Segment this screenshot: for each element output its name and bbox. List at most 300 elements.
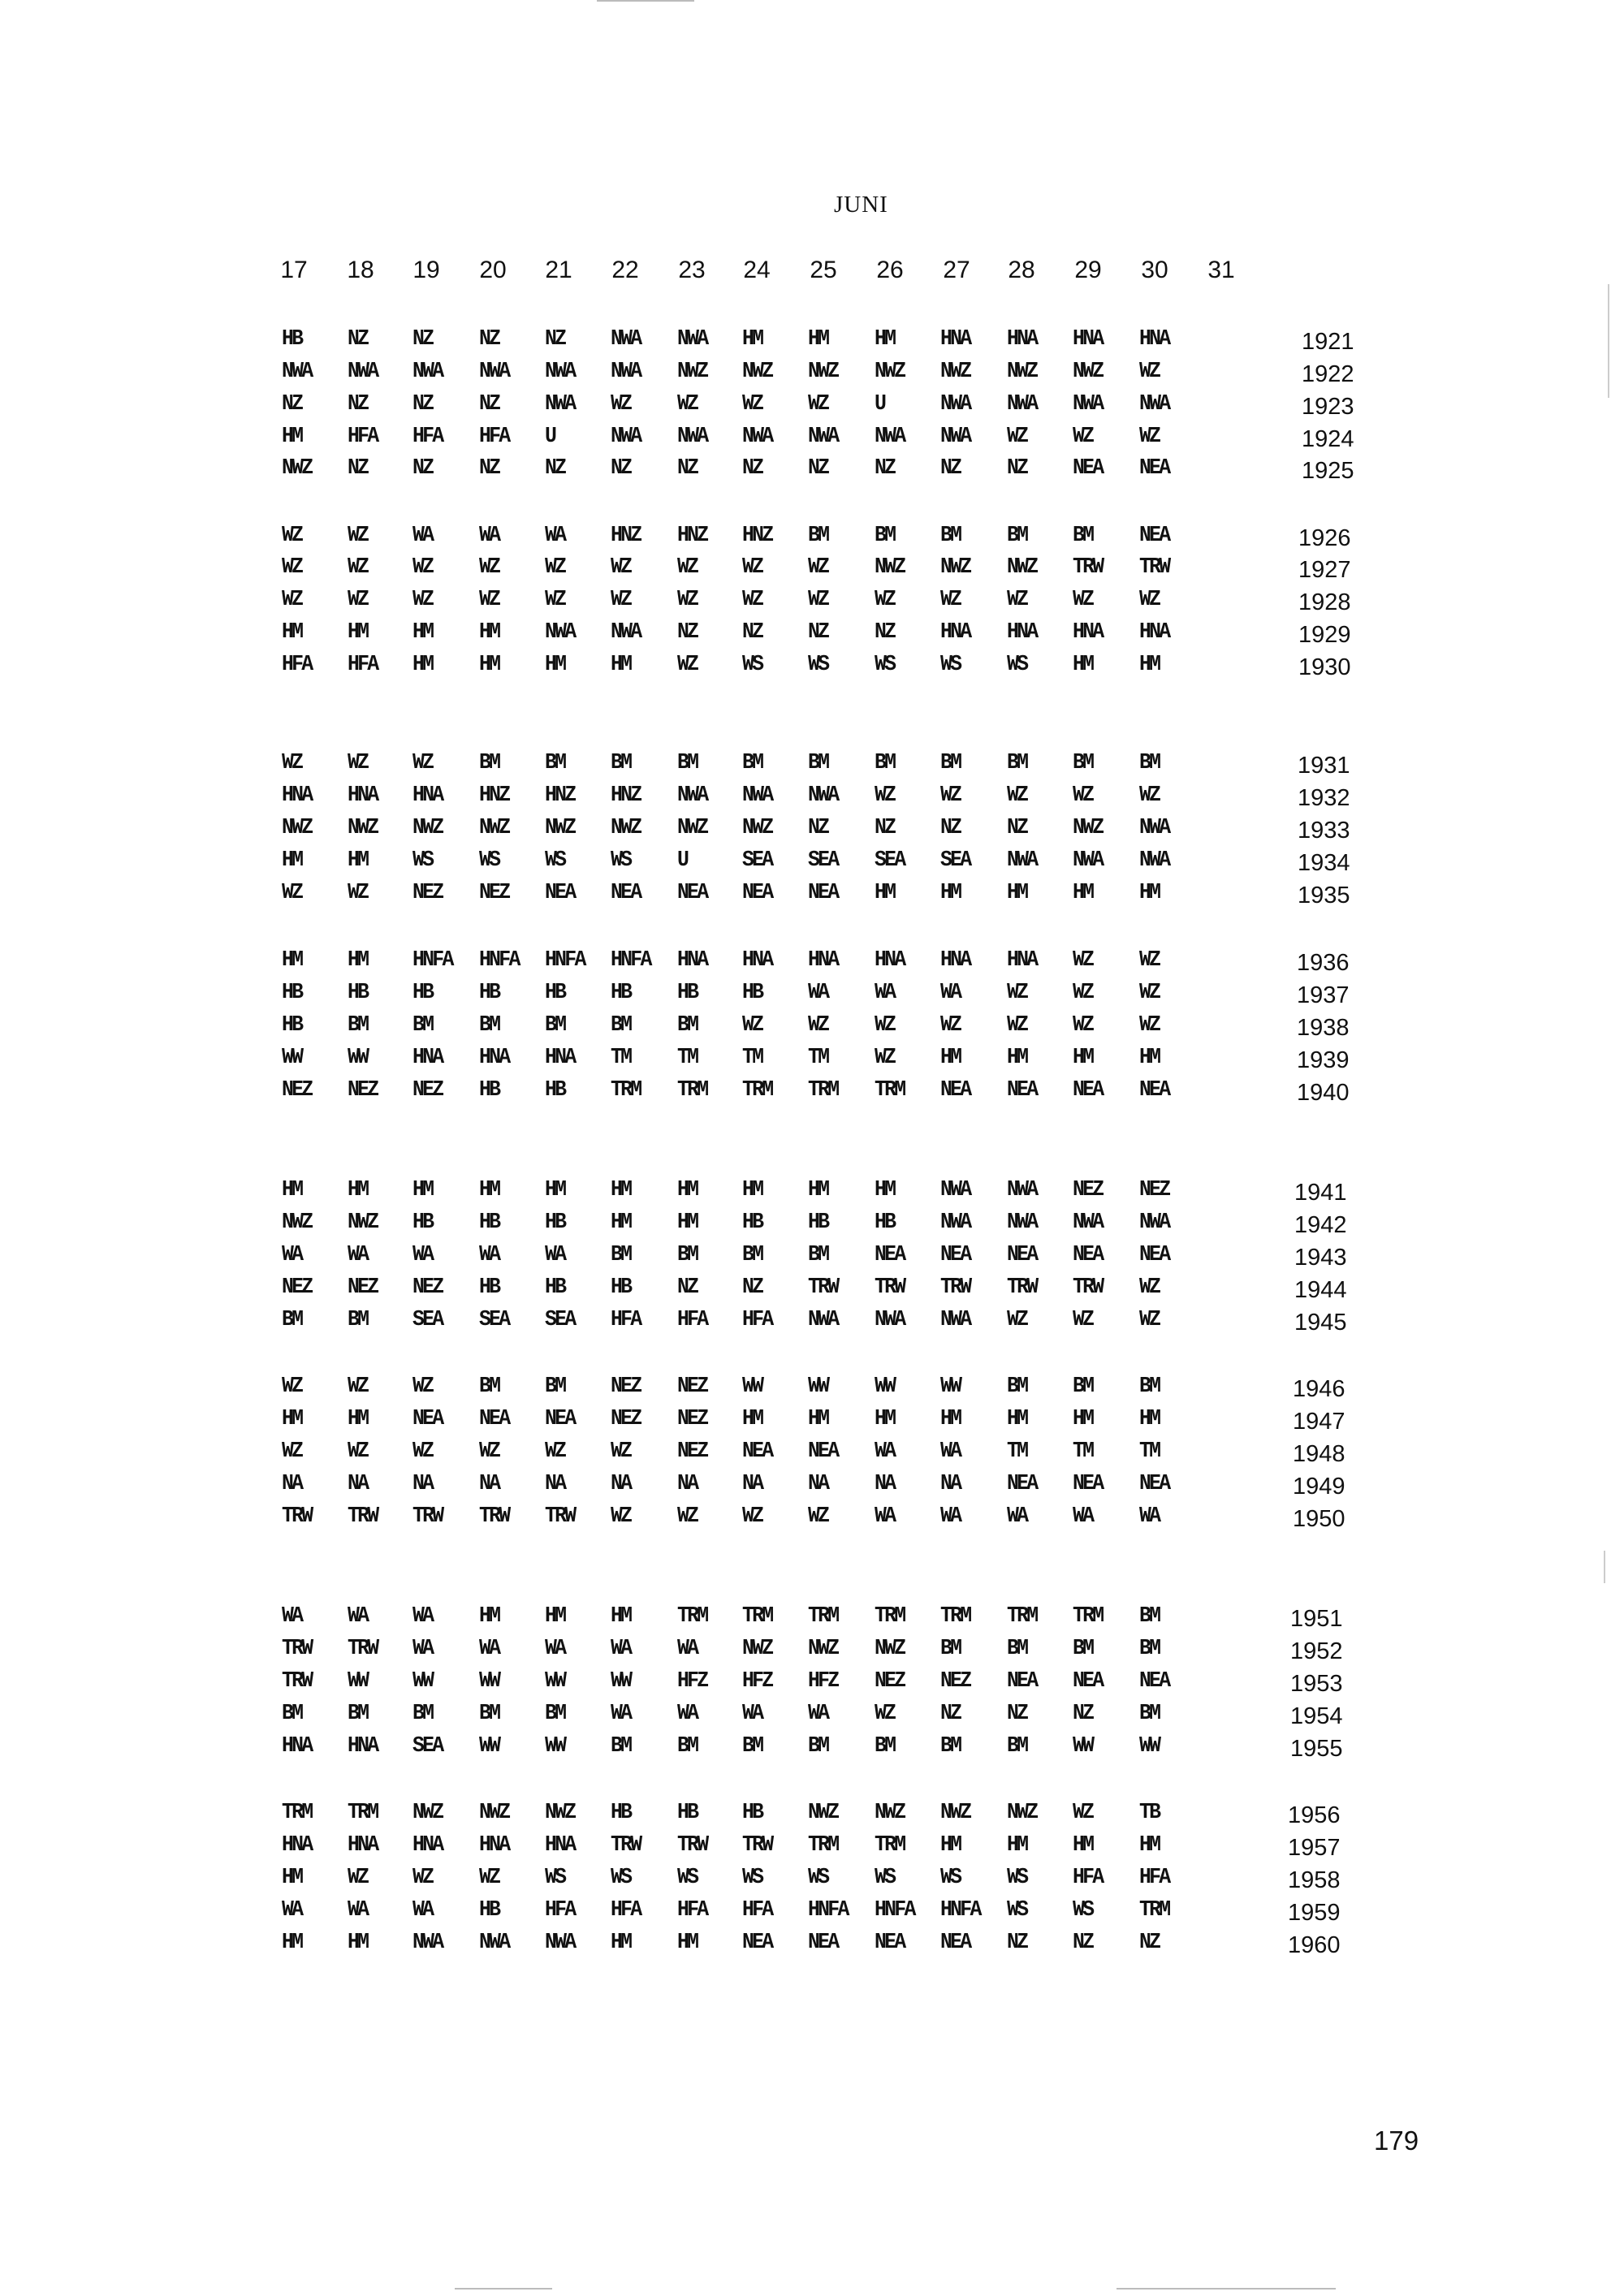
weather-code-cell: HFA [348, 653, 378, 677]
weather-code-cell: WZ [1073, 981, 1093, 1005]
weather-code-cell: NZ [348, 327, 368, 352]
year-label: 1922 [1302, 361, 1354, 387]
weather-code-cell: BM [479, 1702, 499, 1726]
weather-code-cell: NEZ [348, 1078, 378, 1103]
table-row [0, 1375, 1624, 1405]
weather-code-cell: HNA [282, 1833, 312, 1858]
table-row [0, 981, 1624, 1012]
weather-code-cell: WZ [412, 1439, 433, 1464]
weather-code-cell: WA [479, 1243, 499, 1267]
weather-code-cell: HNA [479, 1833, 509, 1858]
weather-code-cell: WZ [742, 1504, 762, 1529]
weather-code-cell: NWZ [611, 816, 641, 840]
weather-code-cell: WA [611, 1702, 631, 1726]
table-row [0, 1669, 1624, 1700]
weather-code-cell: HFA [348, 425, 378, 449]
weather-code-cell: TRW [875, 1275, 905, 1300]
weather-code-cell: HNA [808, 948, 838, 973]
weather-code-cell: WA [412, 1243, 433, 1267]
weather-code-cell: HM [348, 848, 368, 873]
weather-code-cell: NWZ [348, 816, 378, 840]
weather-code-cell: BM [412, 1013, 433, 1038]
weather-code-cell: TRM [940, 1604, 970, 1629]
weather-code-cell: TRW [940, 1275, 970, 1300]
weather-code-cell: SEA [875, 848, 905, 873]
weather-code-cell: WZ [282, 588, 302, 612]
weather-code-cell: BM [282, 1702, 302, 1726]
weather-code-cell: HFA [611, 1898, 641, 1923]
weather-code-cell: NEA [940, 1931, 970, 1955]
weather-code-cell: HNA [1073, 620, 1103, 645]
weather-code-cell: NZ [1073, 1702, 1093, 1726]
weather-code-cell: BM [545, 751, 565, 775]
weather-code-cell: NEA [742, 1439, 772, 1464]
weather-code-cell: U [677, 848, 688, 873]
weather-code-cell: NWZ [808, 1637, 838, 1661]
weather-code-cell: HB [282, 981, 302, 1005]
weather-code-cell: TM [1007, 1439, 1027, 1464]
weather-code-cell: HM [282, 1178, 302, 1202]
table-row [0, 1604, 1624, 1635]
weather-code-cell: WA [1073, 1504, 1093, 1529]
weather-code-cell: NEZ [348, 1275, 378, 1300]
weather-code-cell: HNA [545, 1046, 575, 1070]
weather-code-cell: WA [282, 1243, 302, 1267]
weather-code-cell: HB [611, 981, 631, 1005]
weather-code-cell: NWA [677, 783, 707, 808]
table-row [0, 1931, 1624, 1962]
weather-code-cell: WZ [1139, 1275, 1160, 1300]
weather-code-cell: NWA [611, 327, 641, 352]
year-label: 1955 [1290, 1736, 1343, 1762]
weather-code-cell: WZ [808, 1013, 828, 1038]
weather-code-cell: WZ [808, 588, 828, 612]
weather-code-cell: NWA [479, 1931, 509, 1955]
weather-code-cell: WZ [1139, 425, 1160, 449]
weather-code-cell: TM [742, 1046, 762, 1070]
weather-code-cell: TRM [808, 1833, 838, 1858]
weather-code-cell: HB [479, 1078, 499, 1103]
weather-code-cell: WZ [1139, 981, 1160, 1005]
weather-code-cell: TM [808, 1046, 828, 1070]
table-row [0, 620, 1624, 651]
weather-code-cell: WS [677, 1866, 698, 1890]
weather-code-cell: NZ [348, 392, 368, 416]
weather-code-cell: HFA [677, 1898, 707, 1923]
weather-code-cell: NWA [545, 1931, 575, 1955]
weather-code-cell: NWA [1139, 392, 1169, 416]
table-row [0, 1702, 1624, 1733]
weather-code-cell: HM [1073, 653, 1093, 677]
weather-code-cell: WZ [875, 588, 895, 612]
year-label: 1946 [1293, 1376, 1345, 1402]
year-label: 1956 [1288, 1802, 1341, 1828]
day-header: 31 [1207, 257, 1235, 283]
weather-code-cell: HM [1139, 1407, 1160, 1431]
weather-code-cell: NEZ [611, 1407, 641, 1431]
weather-code-cell: BM [611, 1243, 631, 1267]
weather-code-cell: BM [348, 1702, 368, 1726]
weather-code-cell: WS [742, 1866, 762, 1890]
weather-code-cell: NZ [677, 456, 698, 481]
day-header: 22 [611, 257, 639, 283]
weather-code-cell: TRW [412, 1504, 443, 1529]
table-row [0, 1243, 1624, 1274]
weather-code-cell: WZ [348, 1439, 368, 1464]
weather-code-cell: WA [348, 1604, 368, 1629]
weather-code-cell: NWA [940, 1211, 970, 1235]
weather-code-cell: NWZ [348, 1211, 378, 1235]
year-label: 1928 [1298, 589, 1351, 615]
weather-code-cell: BM [1139, 1702, 1160, 1726]
weather-code-cell: NWZ [742, 816, 772, 840]
weather-code-cell: WW [348, 1046, 368, 1070]
weather-code-cell: HNFA [611, 948, 650, 973]
weather-code-cell: NA [875, 1472, 895, 1496]
weather-code-cell: NWZ [1073, 816, 1103, 840]
weather-code-cell: HB [545, 1078, 565, 1103]
weather-code-cell: NZ [545, 456, 565, 481]
weather-code-cell: HM [940, 1046, 961, 1070]
weather-code-cell: NWA [1139, 848, 1169, 873]
year-label: 1948 [1293, 1441, 1345, 1467]
weather-code-cell: HB [742, 1801, 762, 1825]
year-label: 1933 [1298, 818, 1350, 844]
weather-code-cell: NEA [1073, 456, 1103, 481]
weather-code-cell: NWZ [875, 1637, 905, 1661]
weather-code-cell: WZ [282, 1439, 302, 1464]
weather-code-cell: NZ [1007, 456, 1027, 481]
weather-code-cell: HM [1007, 881, 1027, 905]
weather-code-cell: NZ [479, 392, 499, 416]
weather-code-cell: HNA [348, 783, 378, 808]
weather-code-cell: NEZ [412, 1078, 443, 1103]
weather-code-cell: TRW [282, 1504, 312, 1529]
weather-code-cell: WW [412, 1669, 433, 1694]
weather-code-cell: WA [1139, 1504, 1160, 1529]
weather-code-cell: TRM [1139, 1898, 1169, 1923]
weather-code-cell: HNFA [479, 948, 519, 973]
weather-code-cell: HM [282, 1866, 302, 1890]
weather-code-cell: BM [677, 751, 698, 775]
weather-code-cell: WZ [940, 1013, 961, 1038]
weather-code-cell: HNFA [545, 948, 585, 973]
weather-code-cell: HNA [545, 1833, 575, 1858]
weather-code-cell: WA [282, 1898, 302, 1923]
weather-code-cell: BM [1007, 1637, 1027, 1661]
weather-code-cell: HB [412, 981, 433, 1005]
month-title: JUNI [834, 192, 888, 218]
weather-code-cell: HFA [742, 1898, 772, 1923]
weather-code-cell: HM [1073, 1046, 1093, 1070]
weather-code-cell: WS [875, 653, 895, 677]
weather-code-cell: WZ [545, 1439, 565, 1464]
weather-code-cell: NA [940, 1472, 961, 1496]
weather-code-cell: WZ [479, 1439, 499, 1464]
weather-code-cell: NWZ [742, 360, 772, 384]
weather-code-cell: WZ [677, 653, 698, 677]
scan-mark-right-lower [1604, 1551, 1605, 1583]
weather-code-cell: TRW [677, 1833, 707, 1858]
weather-code-cell: HM [412, 653, 433, 677]
year-label: 1952 [1290, 1638, 1343, 1664]
weather-code-cell: HM [808, 1178, 828, 1202]
weather-code-cell: WZ [611, 555, 631, 580]
weather-code-cell: HB [875, 1211, 895, 1235]
weather-code-cell: WW [1139, 1734, 1160, 1759]
weather-code-cell: WZ [875, 1046, 895, 1070]
weather-code-cell: HB [611, 1801, 631, 1825]
weather-code-cell: NEZ [677, 1375, 707, 1399]
day-header: 20 [479, 257, 507, 283]
weather-code-cell: HM [1139, 653, 1160, 677]
weather-code-cell: NEA [742, 881, 772, 905]
weather-code-cell: HB [545, 1275, 565, 1300]
weather-code-cell: BM [1073, 751, 1093, 775]
weather-code-cell: TRW [1073, 555, 1103, 580]
weather-code-cell: WA [348, 1243, 368, 1267]
weather-code-cell: NEA [412, 1407, 443, 1431]
table-row [0, 751, 1624, 782]
weather-code-cell: HB [808, 1211, 828, 1235]
weather-code-cell: NWA [1007, 848, 1037, 873]
weather-code-cell: NWA [282, 360, 312, 384]
weather-code-cell: HFA [479, 425, 509, 449]
weather-code-cell: NZ [412, 392, 433, 416]
weather-code-cell: HFA [742, 1308, 772, 1332]
weather-code-cell: WS [742, 653, 762, 677]
weather-code-cell: WA [1007, 1504, 1027, 1529]
year-label: 1960 [1288, 1932, 1341, 1958]
weather-code-cell: BM [611, 1734, 631, 1759]
weather-code-cell: WW [479, 1734, 499, 1759]
day-header: 18 [347, 257, 374, 283]
year-label: 1947 [1293, 1409, 1345, 1435]
weather-code-cell: NA [545, 1472, 565, 1496]
weather-code-cell: NZ [742, 620, 762, 645]
weather-code-cell: HM [412, 1178, 433, 1202]
weather-code-cell: NWA [1139, 816, 1169, 840]
weather-code-cell: NWZ [808, 360, 838, 384]
weather-code-cell: HFA [1073, 1866, 1103, 1890]
weather-code-cell: HM [545, 653, 565, 677]
weather-code-cell: HM [940, 1833, 961, 1858]
weather-code-cell: WZ [742, 392, 762, 416]
weather-code-cell: WA [611, 1637, 631, 1661]
weather-code-cell: WZ [282, 881, 302, 905]
weather-code-cell: WZ [1007, 1308, 1027, 1332]
weather-code-cell: WZ [412, 751, 433, 775]
weather-code-cell: HB [412, 1211, 433, 1235]
table-row [0, 1439, 1624, 1470]
table-row [0, 1407, 1624, 1438]
weather-code-cell: NA [677, 1472, 698, 1496]
weather-code-cell: HM [1073, 1833, 1093, 1858]
weather-code-cell: NWZ [940, 360, 970, 384]
weather-code-cell: WW [808, 1375, 828, 1399]
year-label: 1931 [1298, 753, 1350, 779]
weather-code-cell: NZ [875, 816, 895, 840]
weather-code-cell: NEA [677, 881, 707, 905]
weather-code-cell: WZ [1139, 1308, 1160, 1332]
weather-code-cell: NEZ [412, 1275, 443, 1300]
weather-code-cell: WZ [1007, 1013, 1027, 1038]
weather-code-cell: NEA [545, 881, 575, 905]
weather-code-cell: WZ [1073, 1801, 1093, 1825]
weather-code-cell: HM [808, 1407, 828, 1431]
weather-code-cell: HNA [940, 948, 970, 973]
weather-code-cell: NEZ [940, 1669, 970, 1694]
weather-code-cell: NZ [412, 327, 433, 352]
weather-code-cell: WW [1073, 1734, 1093, 1759]
weather-code-cell: BM [940, 751, 961, 775]
weather-code-cell: NEA [479, 1407, 509, 1431]
weather-code-cell: NEA [1073, 1472, 1103, 1496]
table-row [0, 1211, 1624, 1241]
weather-code-cell: HFA [545, 1898, 575, 1923]
weather-code-cell: TRW [282, 1669, 312, 1694]
weather-code-cell: WA [677, 1637, 698, 1661]
weather-code-cell: TRW [1139, 555, 1169, 580]
weather-code-cell: NEA [808, 1931, 838, 1955]
weather-code-cell: BM [479, 1013, 499, 1038]
weather-code-cell: WZ [875, 783, 895, 808]
weather-code-cell: NWA [1073, 1211, 1103, 1235]
weather-code-cell: NWA [1007, 392, 1037, 416]
year-label: 1935 [1298, 883, 1350, 908]
weather-code-cell: HM [479, 653, 499, 677]
table-row [0, 1734, 1624, 1765]
weather-code-cell: NWA [875, 425, 905, 449]
weather-code-cell: BM [742, 1243, 762, 1267]
weather-code-cell: HM [479, 1604, 499, 1629]
weather-code-cell: NEA [1007, 1078, 1037, 1103]
weather-code-cell: HB [479, 981, 499, 1005]
weather-code-cell: NZ [479, 327, 499, 352]
weather-code-cell: NZ [677, 620, 698, 645]
weather-code-cell: U [875, 392, 885, 416]
weather-code-cell: TM [1073, 1439, 1093, 1464]
weather-code-cell: NZ [875, 620, 895, 645]
weather-code-cell: WZ [282, 1375, 302, 1399]
weather-code-cell: HNFA [875, 1898, 914, 1923]
year-label: 1923 [1302, 394, 1354, 420]
weather-code-cell: WS [940, 1866, 961, 1890]
weather-code-cell: TM [611, 1046, 631, 1070]
table-row [0, 588, 1624, 619]
weather-code-cell: BM [1007, 1375, 1027, 1399]
weather-code-cell: NWZ [677, 360, 707, 384]
weather-code-cell: HM [875, 327, 895, 352]
table-row [0, 1472, 1624, 1503]
weather-code-cell: NEA [1139, 1669, 1169, 1694]
year-label: 1934 [1298, 850, 1350, 876]
weather-code-cell: WZ [808, 555, 828, 580]
weather-code-cell: WW [348, 1669, 368, 1694]
weather-code-cell: NEA [742, 1931, 772, 1955]
weather-code-cell: WZ [677, 555, 698, 580]
weather-code-cell: NWZ [282, 1211, 312, 1235]
weather-code-cell: BM [940, 1734, 961, 1759]
weather-code-cell: WZ [412, 555, 433, 580]
weather-code-cell: HB [545, 981, 565, 1005]
weather-code-cell: NA [808, 1472, 828, 1496]
weather-code-cell: NEZ [875, 1669, 905, 1694]
weather-code-cell: TRM [808, 1078, 838, 1103]
weather-code-cell: HM [348, 1407, 368, 1431]
weather-code-cell: WS [808, 653, 828, 677]
weather-code-cell: TRW [1007, 1275, 1037, 1300]
weather-code-cell: WZ [742, 555, 762, 580]
weather-code-cell: NEA [875, 1931, 905, 1955]
weather-code-cell: HB [545, 1211, 565, 1235]
weather-code-cell: NWZ [479, 816, 509, 840]
weather-code-cell: TRM [742, 1604, 772, 1629]
weather-code-cell: HNFA [940, 1898, 980, 1923]
table-row [0, 392, 1624, 423]
weather-code-cell: WZ [412, 588, 433, 612]
year-label: 1930 [1298, 654, 1351, 680]
weather-code-cell: NWZ [1007, 1801, 1037, 1825]
weather-code-cell: HNA [412, 1833, 443, 1858]
table-row [0, 1013, 1624, 1044]
weather-code-cell: NEA [1139, 1243, 1169, 1267]
weather-code-cell: NWA [940, 425, 970, 449]
weather-code-cell: NWA [1007, 1178, 1037, 1202]
weather-code-cell: BM [479, 1375, 499, 1399]
weather-code-cell: NA [282, 1472, 302, 1496]
weather-code-cell: HNA [677, 948, 707, 973]
weather-code-cell: HM [282, 1407, 302, 1431]
weather-code-cell: NWZ [875, 1801, 905, 1825]
weather-code-cell: WA [875, 981, 895, 1005]
weather-code-cell: WA [940, 1439, 961, 1464]
weather-code-cell: HNA [1139, 620, 1169, 645]
weather-code-cell: WZ [412, 1375, 433, 1399]
day-header: 28 [1008, 257, 1035, 283]
weather-code-cell: HNA [940, 327, 970, 352]
weather-code-cell: NEA [940, 1078, 970, 1103]
weather-code-cell: HNZ [479, 783, 509, 808]
weather-code-cell: WZ [808, 1504, 828, 1529]
weather-code-cell: NA [611, 1472, 631, 1496]
weather-code-cell: WA [875, 1439, 895, 1464]
weather-code-cell: WA [479, 1637, 499, 1661]
weather-code-cell: NEZ [1073, 1178, 1103, 1202]
weather-code-cell: HNA [1007, 620, 1037, 645]
weather-code-cell: BM [875, 751, 895, 775]
weather-code-cell: NZ [1007, 1702, 1027, 1726]
weather-code-cell: NEZ [412, 881, 443, 905]
weather-code-cell: BM [1007, 751, 1027, 775]
day-header: 26 [876, 257, 904, 283]
weather-code-cell: WZ [479, 1866, 499, 1890]
weather-code-cell: NWA [545, 360, 575, 384]
weather-code-cell: WZ [1139, 588, 1160, 612]
weather-code-cell: WZ [479, 588, 499, 612]
table-row [0, 1078, 1624, 1109]
year-label: 1940 [1297, 1080, 1350, 1106]
weather-code-cell: NWA [611, 425, 641, 449]
weather-code-cell: HM [348, 1178, 368, 1202]
weather-code-cell: SEA [412, 1734, 443, 1759]
year-label: 1937 [1297, 982, 1350, 1008]
year-label: 1951 [1290, 1606, 1343, 1632]
year-label: 1939 [1297, 1047, 1350, 1073]
weather-code-cell: NA [742, 1472, 762, 1496]
day-header: 21 [545, 257, 572, 283]
weather-code-cell: TRM [677, 1604, 707, 1629]
